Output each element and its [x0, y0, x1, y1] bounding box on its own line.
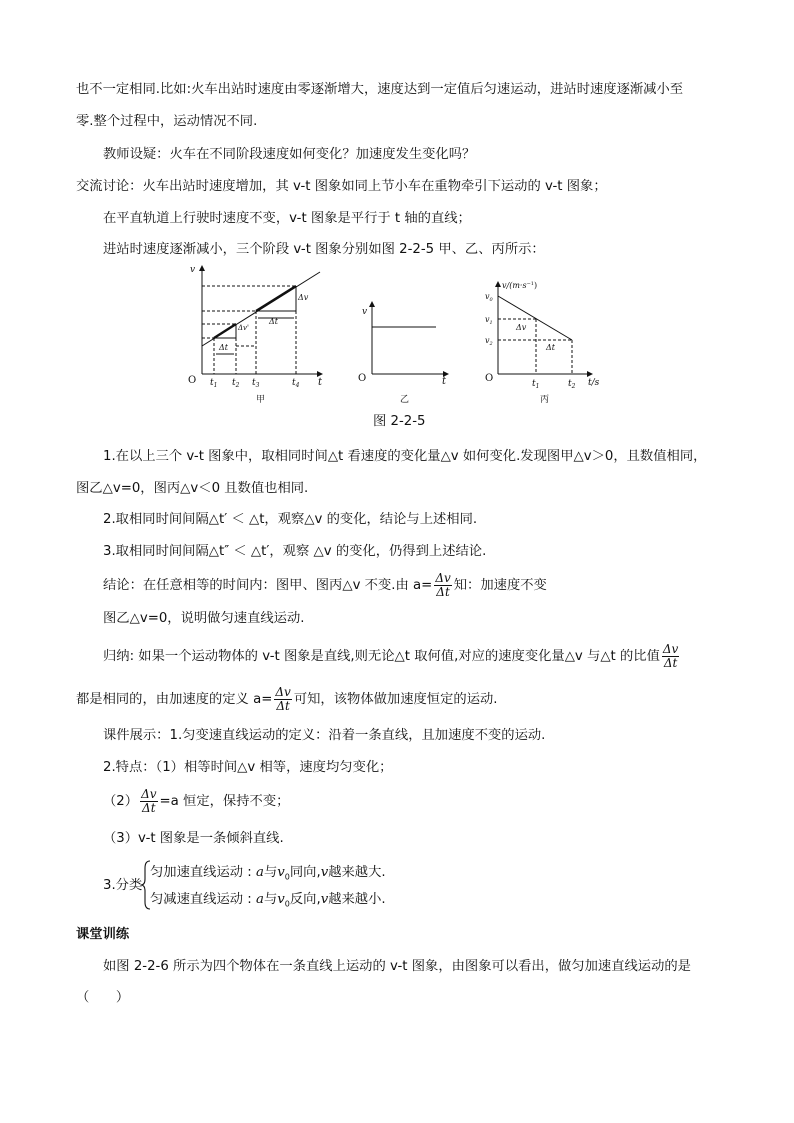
fraction: $\frac{\Delta v}{\Delta t}$	[141, 786, 157, 815]
graph-jia	[202, 266, 322, 374]
graph-bing-labels	[485, 281, 600, 405]
axis-v-label: v	[190, 265, 196, 275]
text-line: 2.特点：（1）相等时间△v 相等，速度均匀变化；	[103, 760, 393, 775]
text-line: 1.在以上三个 v-t 图象中，取相同时间△t 看速度的变化量△v 如何变化.发现图甲△v＞0，且数值相同，	[103, 449, 707, 464]
figure-2-2-5	[180, 262, 620, 408]
text-line: 在平直轨道上行驶时速度不变，v-t 图象是平行于 t 轴的直线；	[103, 211, 471, 226]
graph-bing	[498, 282, 592, 374]
induction-line-2: 都是相同的，由加速度的定义 a= $\frac{\Delta v}{\Delta t}$ 可知，该物体做加速度恒定的运动.	[76, 684, 498, 713]
svg-text:t1: $t_1$	[210, 378, 218, 389]
delta-t-label: Δt	[219, 343, 228, 352]
delta-v-label: Δv'	[238, 324, 249, 332]
graph-name: 乙	[400, 395, 410, 405]
axis-t-label: t/s	[588, 378, 600, 388]
text-line: 图乙△v=0，说明做匀速直线运动.	[103, 611, 305, 626]
axis-t-label: t	[318, 377, 323, 388]
conclusion-line: 结论：在任意相等的时间内：图甲、图丙△v 不变.由 a= $\frac{\Delta v}{\Delta t}$ 知：加速度不变	[103, 570, 547, 599]
text-line: 图乙△v=0，图丙△v＜0 且数值也相同.	[76, 481, 309, 496]
class-row-decelerate: 匀减速直线运动 : a与$v_0$反向,v越来越小.	[150, 892, 386, 909]
graph-name: 甲	[256, 395, 266, 405]
graph-yi	[372, 302, 448, 374]
svg-text:t3: $t_3$	[252, 378, 260, 389]
svg-text:t2: $t_2$	[568, 379, 576, 390]
classification-label: 3.分类	[103, 878, 143, 893]
axis-t-label: t	[442, 376, 447, 387]
text-line: 如图 2-2-6 所示为四个物体在一条直线上运动的 v-t 图象，由图象可以看出，做匀加速直线运动的是	[103, 959, 691, 974]
induction-line: 归纳: 如果一个运动物体的 v-t 图象是直线,则无论△t 取何值,对应的速度变化量△v 与△t 的比值 $\frac{\Delta v}{\Delta t}$	[103, 641, 679, 670]
svg-text:v0: $v_0$	[485, 292, 493, 303]
svg-text:t1: $t_1$	[532, 379, 540, 390]
text-line: 2.取相同时间间隔△t′ ＜ △t，观察△v 的变化，结论与上述相同.	[103, 512, 478, 527]
delta-t-label: Δt	[269, 317, 278, 326]
text-line: 教师设疑：火车在不同阶段速度如何变化？加速度发生变化吗？	[103, 147, 476, 162]
svg-text:t2: $t_2$	[232, 378, 240, 389]
graph-yi-labels	[358, 307, 447, 405]
svg-text:v/(m·s−1): $v/(m\cdot s^{-1})$	[502, 281, 538, 290]
feature-line: （2） $\frac{\Delta v}{\Delta t}$ =a 恒定，保持不变；	[103, 786, 290, 815]
figure-caption: 图 2-2-5	[373, 414, 426, 429]
class-row-accelerate: 匀加速直线运动 : a与$v_0$同向,v越来越大.	[150, 865, 386, 882]
delta-v-label: Δv	[298, 293, 309, 302]
text-line: （3）v-t 图象是一条倾斜直线.	[103, 831, 284, 846]
fraction: $\frac{\Delta v}{\Delta t}$	[662, 641, 679, 670]
axis-v-label: v	[362, 307, 368, 317]
svg-text:t4: $t_4$	[292, 378, 300, 389]
text-line: 零.整个过程中，运动情况不同.	[76, 114, 258, 129]
svg-text:v1: $v_1$	[485, 315, 493, 326]
svg-text:v2: $v_2$	[485, 336, 493, 347]
graph-name: 丙	[540, 395, 550, 405]
origin-label: O	[188, 375, 197, 386]
fraction: $\frac{\Delta v}{\Delta t}$	[435, 570, 451, 599]
text-line: 也不一定相同.比如:火车出站时速度由零逐渐增大，速度达到一定值后匀速运动，进站时速度逐渐减小至	[76, 82, 684, 97]
text-line: 3.取相同时间间隔△t″ ＜ △t′，观察 △v 的变化，仍得到上述结论.	[103, 544, 487, 559]
origin-label: O	[358, 373, 367, 384]
section-heading: 课堂训练	[76, 927, 130, 942]
text-line: 进站时速度逐渐减小，三个阶段 v-t 图象分别如图 2-2-5 甲、乙、丙所示：	[103, 242, 545, 257]
origin-label: O	[485, 373, 494, 384]
fraction: $\frac{\Delta v}{\Delta t}$	[275, 684, 291, 713]
delta-t-label: Δt	[546, 343, 555, 352]
text-line: 交流讨论：火车出站时速度增加，其 v-t 图象如同上节小车在重物牵引下运动的 v-t 图象；	[76, 179, 607, 194]
answer-blank: （ ）	[76, 990, 130, 1005]
delta-v-label: Δv	[516, 323, 527, 332]
text-line: 课件展示：1.匀变速直线运动的定义：沿着一条直线，且加速度不变的运动.	[103, 728, 546, 743]
